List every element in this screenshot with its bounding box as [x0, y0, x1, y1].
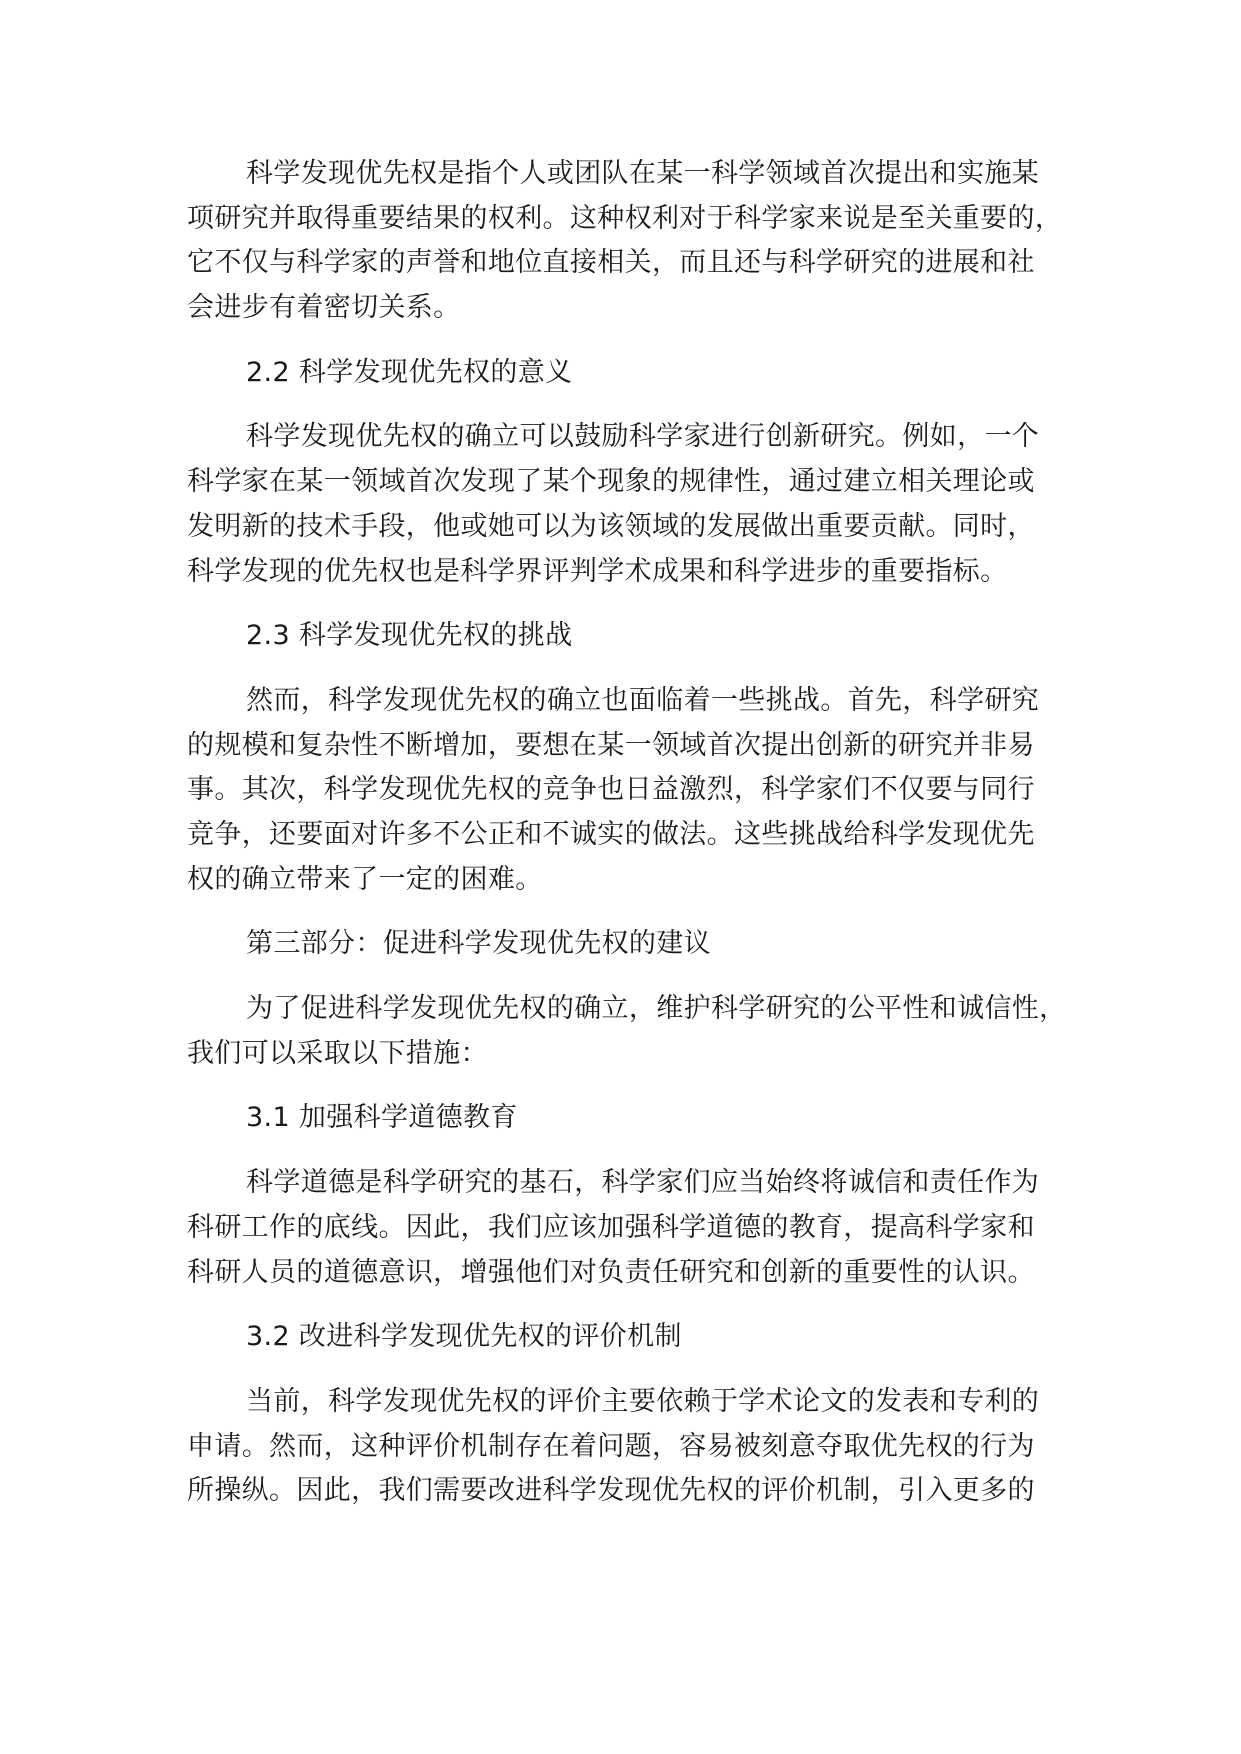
- text-line: 竞争，还要面对许多不公正和不诚实的做法。这些挑战给科学发现优先: [187, 818, 1035, 850]
- text-line: 科学道德是科学研究的基石，科学家们应当始终将诚信和责任作为: [246, 1167, 1040, 1199]
- text-line: 当前，科学发现优先权的评价主要依赖于学术论文的发表和专利的: [246, 1385, 1040, 1417]
- section-heading-2-3: 2.3 科学发现优先权的挑战: [246, 620, 573, 652]
- paragraph-priority-challenges: [187, 679, 1087, 902]
- text-line: 科学家在某一领域首次发现了某个现象的规律性，通过建立相关理论或: [187, 466, 1035, 498]
- paragraph-measures-intro: [187, 987, 1087, 1076]
- text-line: 项研究并取得重要结果的权利。这种权利对于科学家来说是至关重要的，: [187, 202, 1063, 234]
- document-body: [187, 152, 1087, 1534]
- paragraph-ethics-education: [187, 1161, 1087, 1295]
- part-heading-3: 第三部分：促进科学发现优先权的建议: [246, 928, 711, 960]
- text-line: 科学发现优先权的确立可以鼓励科学家进行创新研究。例如，一个: [246, 421, 1040, 453]
- text-line: 权的确立带来了一定的困难。: [187, 863, 543, 895]
- text-line: 科学发现的优先权也是科学界评判学术成果和科学进步的重要指标。: [187, 555, 1008, 587]
- text-line: 所操纵。因此，我们需要改进科学发现优先权的评价机制，引入更多的: [187, 1475, 1035, 1507]
- text-line: 科研人员的道德意识，增强他们对负责任研究和创新的重要性的认识。: [187, 1256, 1035, 1288]
- text-line: 为了促进科学发现优先权的确立，维护科学研究的公平性和诚信性，: [246, 993, 1067, 1025]
- text-line: 申请。然而，这种评价机制存在着问题，容易被刻意夺取优先权的行为: [187, 1430, 1035, 1462]
- text-line: 科学发现优先权是指个人或团队在某一科学领域首次提出和实施某: [246, 158, 1040, 189]
- text-line: 会进步有着密切关系。: [187, 292, 461, 324]
- section-heading-3-2: 3.2 改进科学发现优先权的评价机制: [246, 1321, 682, 1353]
- text-line: 我们可以采取以下措施：: [187, 1037, 488, 1069]
- text-line: 它不仅与科学家的声誉和地位直接相关，而且还与科学研究的进展和社: [187, 247, 1035, 279]
- text-line: 事。其次，科学发现优先权的竞争也日益激烈，科学家们不仅要与同行: [187, 774, 1035, 806]
- paragraph-priority-definition: [187, 152, 1087, 331]
- section-heading-3-1: 3.1 加强科学道德教育: [246, 1102, 518, 1134]
- text-line: 发明新的技术手段，他或她可以为该领域的发展做出重要贡献。同时，: [187, 510, 1035, 542]
- text-line: 的规模和复杂性不断增加，要想在某一领域首次提出创新的研究并非易: [187, 729, 1035, 761]
- paragraph-priority-significance: [187, 415, 1087, 594]
- paragraph-evaluation-mechanism: [187, 1380, 1087, 1514]
- text-line: 然而，科学发现优先权的确立也面临着一些挑战。首先，科学研究: [246, 684, 1040, 716]
- text-line: 科研工作的底线。因此，我们应该加强科学道德的教育，提高科学家和: [187, 1211, 1035, 1243]
- section-heading-2-2: 2.2 科学发现优先权的意义: [246, 356, 573, 388]
